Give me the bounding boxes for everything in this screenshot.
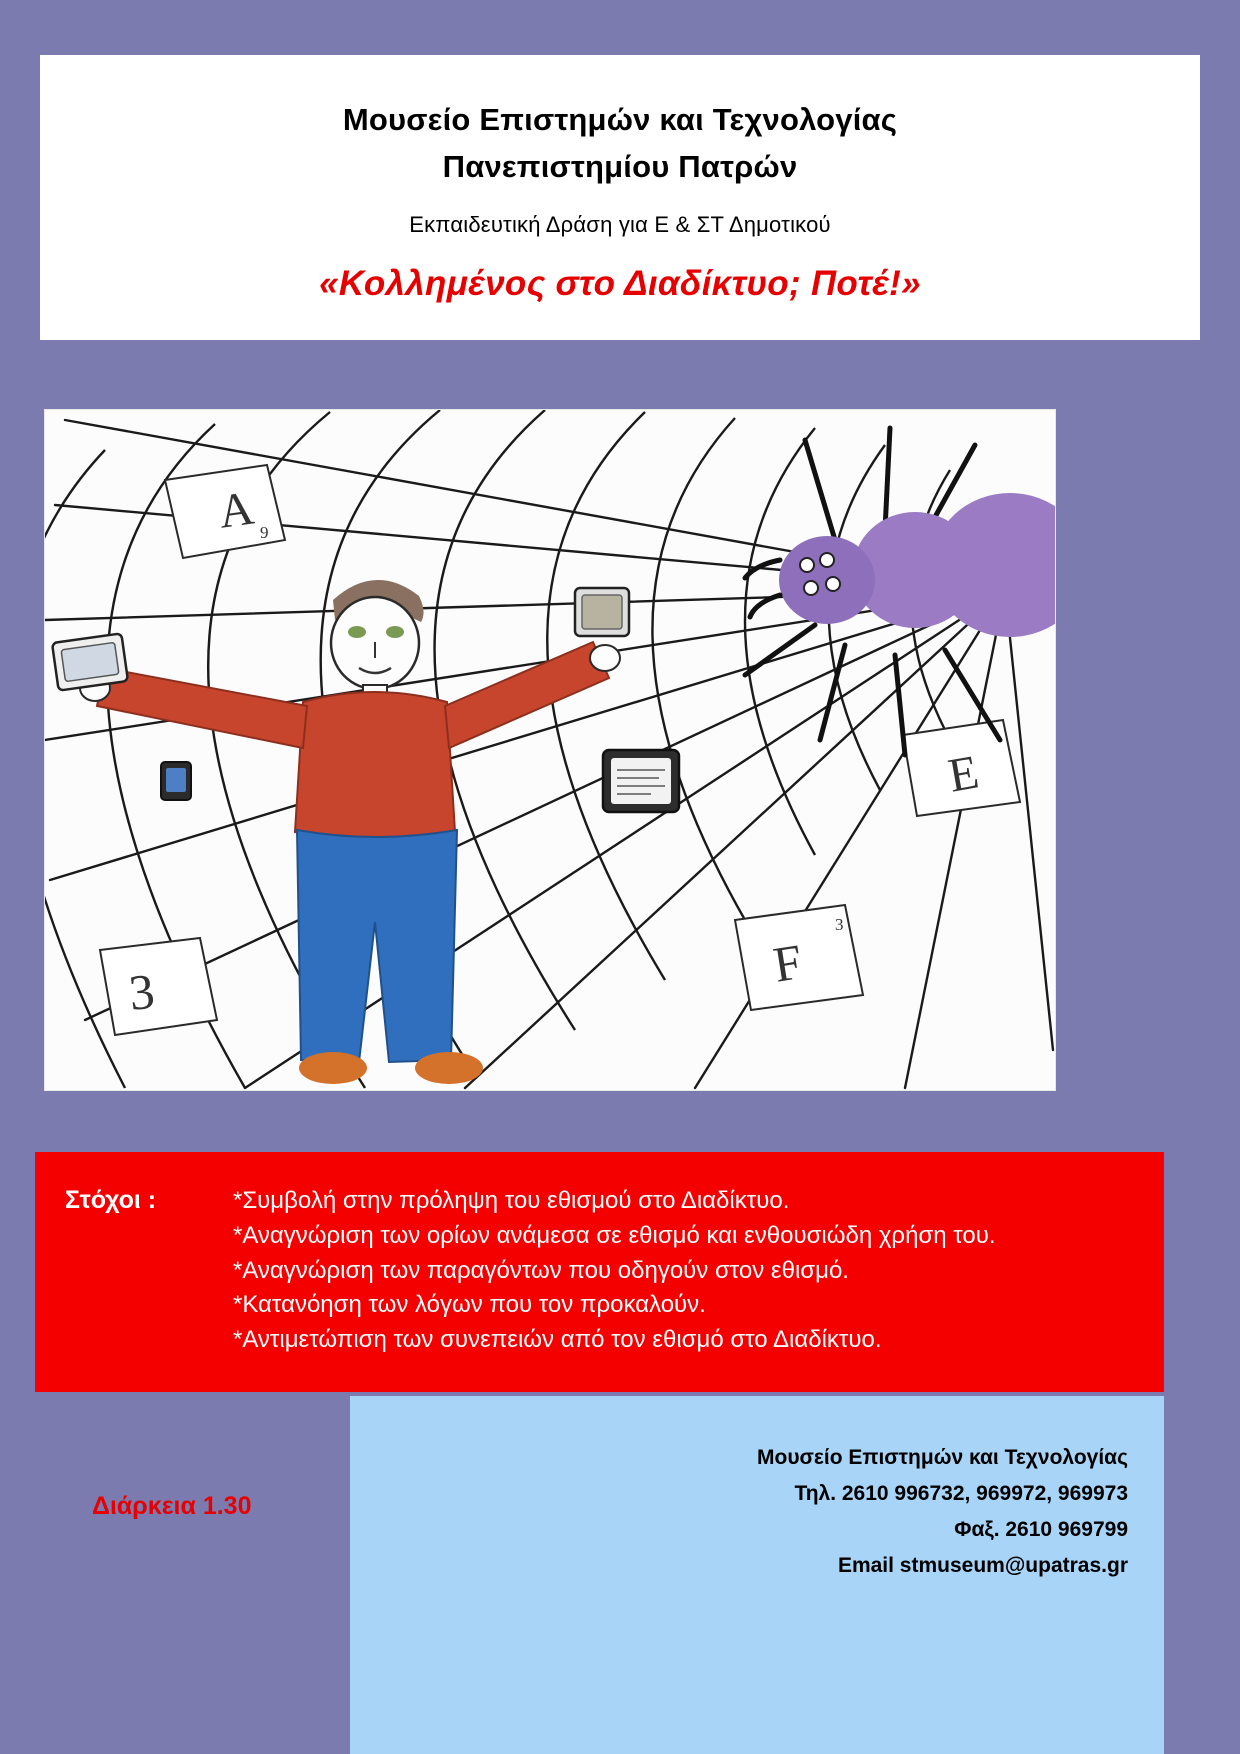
letter-tile-3 (100, 938, 217, 1035)
device-tablet-right (603, 750, 679, 812)
page-title: «Κολλημένος στο Διαδίκτυο; Ποτέ!» (319, 264, 921, 303)
letter-tile-F (735, 905, 863, 1010)
museum-name-line-2: Πανεπιστημίου Πατρών (442, 148, 798, 184)
svg-text:9: 9 (260, 523, 269, 542)
svg-text:A: A (215, 481, 257, 539)
duration-label: Διάρκεια 1.30 (92, 1492, 252, 1520)
contact-fax: Φαξ. 2610 969799 (954, 1518, 1128, 1542)
svg-text:3: 3 (835, 915, 844, 934)
museum-name-line-1: Μουσείο Επιστημών και Τεχνολογίας (342, 102, 898, 137)
list-item: *Κατανόηση των λόγων που τον προκαλούν. (233, 1291, 706, 1319)
device-tablet-top (575, 588, 629, 636)
contact-panel (350, 1396, 1164, 1754)
goals-list (233, 1184, 1144, 1358)
header-panel (40, 55, 1200, 340)
list-item: *Αναγνώριση των παραγόντων που οδηγούν στον εθισμό. (233, 1256, 849, 1284)
svg-text:E: E (944, 745, 983, 803)
goals-panel (35, 1152, 1164, 1392)
letter-tile-A (165, 465, 285, 558)
program-subtitle: Εκπαιδευτική Δράση για Ε & ΣΤ Δημοτικού (409, 212, 831, 237)
svg-text:3: 3 (126, 962, 158, 1021)
contact-email: Email stmuseum@upatras.gr (837, 1554, 1128, 1578)
list-item: *Αναγνώριση των ορίων ανάμεσα σε εθισμό και ενθουσιώδη χρήση του. (233, 1221, 996, 1249)
device-phone-left (52, 633, 128, 690)
contact-phone: Τηλ. 2610 996732, 969972, 969973 (794, 1482, 1128, 1506)
list-item: *Αντιμετώπιση των συνεπειών από τον εθισμό στο Διαδίκτυο. (233, 1326, 882, 1354)
device-phone-small-left (161, 762, 191, 800)
svg-text:F: F (769, 933, 806, 993)
goals-label: Στόχοι : (65, 1186, 157, 1214)
drawing-canvas (45, 410, 1055, 1090)
list-item: *Συμβολή στην πρόληψη του εθισμού στο Διαδίκτυο. (233, 1187, 790, 1214)
illustration-spider-web-drawing (44, 409, 1056, 1091)
letter-tile-E (903, 720, 1020, 816)
contact-museum-name: Μουσείο Επιστημών και Τεχνολογίας (757, 1446, 1128, 1469)
